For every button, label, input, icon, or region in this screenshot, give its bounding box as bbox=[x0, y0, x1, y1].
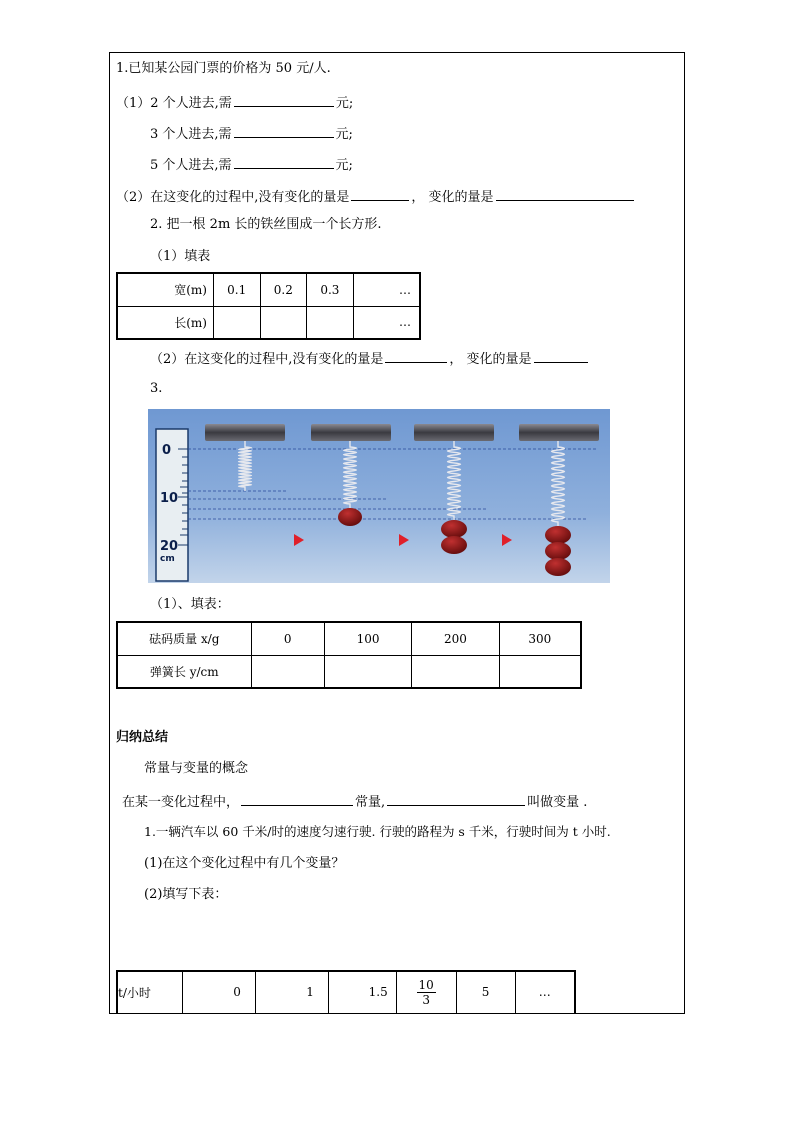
answer-blank[interactable] bbox=[351, 186, 409, 201]
support-bar bbox=[311, 424, 391, 441]
table-cell[interactable] bbox=[307, 306, 354, 339]
table-cell: 300 bbox=[499, 622, 581, 655]
table-cell: 0.3 bbox=[307, 273, 354, 306]
table-cell: … bbox=[515, 971, 575, 1013]
q2-part2 bbox=[150, 348, 590, 369]
weight-disc bbox=[338, 508, 362, 526]
q2-intro: 2. 把一根 2m 长的铁丝围成一个长方形. bbox=[150, 217, 382, 232]
table-cell: 200 bbox=[412, 622, 499, 655]
q2-row1-label: 宽(m) bbox=[117, 273, 213, 306]
table-cell: 100 bbox=[324, 622, 411, 655]
q1-line-1 bbox=[116, 92, 353, 113]
answer-blank[interactable] bbox=[234, 92, 334, 107]
ruler-label-0: 0 bbox=[162, 443, 172, 458]
q2-part2-b: ， 变化的量是 bbox=[449, 352, 532, 367]
table-cell[interactable] bbox=[499, 655, 581, 688]
q3-intro: 3. bbox=[150, 381, 163, 396]
answer-blank[interactable] bbox=[234, 123, 334, 138]
weight-disc bbox=[441, 536, 467, 554]
q3-fill-label: （1）、填表： bbox=[150, 597, 230, 612]
table-row bbox=[117, 622, 581, 655]
answer-blank[interactable] bbox=[234, 154, 334, 169]
q1-intro: 1.已知某公园门票的价格为 50 元/人. bbox=[116, 61, 331, 76]
answer-blank[interactable] bbox=[496, 186, 634, 201]
table-cell: 0.2 bbox=[260, 273, 307, 306]
summary-line-c: 叫做变量 . bbox=[527, 795, 588, 810]
q3-row2-label: 弹簧长 y/cm bbox=[117, 655, 251, 688]
weight-disc bbox=[441, 520, 467, 538]
q3-table bbox=[116, 621, 582, 689]
answer-blank[interactable] bbox=[534, 348, 588, 363]
ex1-intro: 1.一辆汽车以 60 千米/时的速度匀速行驶. 行驶的路程为 s 千米，行驶时间为 t 小时. bbox=[144, 824, 611, 839]
fraction bbox=[417, 978, 436, 1007]
answer-blank[interactable] bbox=[387, 791, 525, 806]
table-cell[interactable] bbox=[412, 655, 499, 688]
ruler-label-10: 10 bbox=[160, 491, 179, 506]
unit-text: 元; bbox=[335, 96, 354, 111]
ruler-label-20: 20 bbox=[160, 539, 179, 554]
unit-text: 元; bbox=[335, 127, 353, 142]
table-cell[interactable] bbox=[251, 655, 324, 688]
weight-disc bbox=[545, 542, 571, 560]
unit-text: 元; bbox=[335, 158, 353, 173]
table-row bbox=[117, 655, 581, 688]
fraction-numerator: 10 bbox=[418, 977, 434, 992]
summary-line bbox=[122, 791, 587, 812]
table-cell: 1.5 bbox=[328, 971, 396, 1013]
fraction-denominator: 3 bbox=[422, 992, 430, 1007]
q1-line-2-text: 3 个人进去,需 bbox=[150, 127, 232, 142]
support-bar bbox=[205, 424, 285, 441]
q1-part2-b: ， 变化的量是 bbox=[411, 190, 494, 205]
weight-disc bbox=[545, 526, 571, 544]
q1-line-2 bbox=[150, 123, 353, 144]
summary-heading: 归纳总结 bbox=[116, 730, 169, 745]
table-cell: 0 bbox=[182, 971, 255, 1013]
table-cell: … bbox=[353, 306, 420, 339]
support-bar bbox=[414, 424, 494, 441]
support-bar bbox=[519, 424, 599, 441]
q1-line-1-text: （1）2 个人进去,需 bbox=[116, 96, 232, 111]
table-cell: 1 bbox=[255, 971, 328, 1013]
table-row bbox=[117, 306, 420, 339]
table-cell[interactable] bbox=[260, 306, 307, 339]
summary-line-b: 常量, bbox=[355, 795, 386, 810]
ex1-table bbox=[116, 970, 576, 1014]
spring-illustration bbox=[148, 409, 610, 583]
q2-row2-label: 长(m) bbox=[117, 306, 213, 339]
ruler-unit: cm bbox=[160, 554, 175, 564]
q1-line-3 bbox=[150, 154, 353, 175]
spring-photo bbox=[148, 409, 610, 583]
ex1-question-2: (2)填写下表： bbox=[144, 887, 228, 902]
table-cell: 5 bbox=[456, 971, 515, 1013]
table-cell-fraction bbox=[396, 971, 456, 1013]
q2-fill-label: （1）填表 bbox=[150, 249, 211, 264]
table-cell: 0.1 bbox=[213, 273, 260, 306]
table-cell: 0 bbox=[251, 622, 324, 655]
table-row bbox=[117, 273, 420, 306]
q2-table bbox=[116, 272, 421, 340]
answer-blank[interactable] bbox=[241, 791, 353, 806]
summary-line-a: 在某一变化过程中， bbox=[122, 795, 240, 810]
q1-part2 bbox=[116, 186, 636, 207]
answer-blank[interactable] bbox=[385, 348, 447, 363]
q3-row1-label: 砝码质量 x/g bbox=[117, 622, 251, 655]
q1-line-3-text: 5 个人进去,需 bbox=[150, 158, 232, 173]
table-row bbox=[117, 971, 575, 1013]
ex1-question-1: (1)在这个变化过程中有几个变量？ bbox=[144, 856, 345, 871]
weight-disc bbox=[545, 558, 571, 576]
table-cell: … bbox=[353, 273, 420, 306]
q1-part2-a: （2）在这变化的过程中,没有变化的量是 bbox=[116, 190, 350, 205]
q2-part2-a: （2）在这变化的过程中,没有变化的量是 bbox=[150, 352, 384, 367]
table-cell[interactable] bbox=[324, 655, 411, 688]
ex1-row-label: t/小时 bbox=[117, 971, 182, 1013]
summary-subtitle: 常量与变量的概念 bbox=[144, 761, 249, 776]
table-cell[interactable] bbox=[213, 306, 260, 339]
